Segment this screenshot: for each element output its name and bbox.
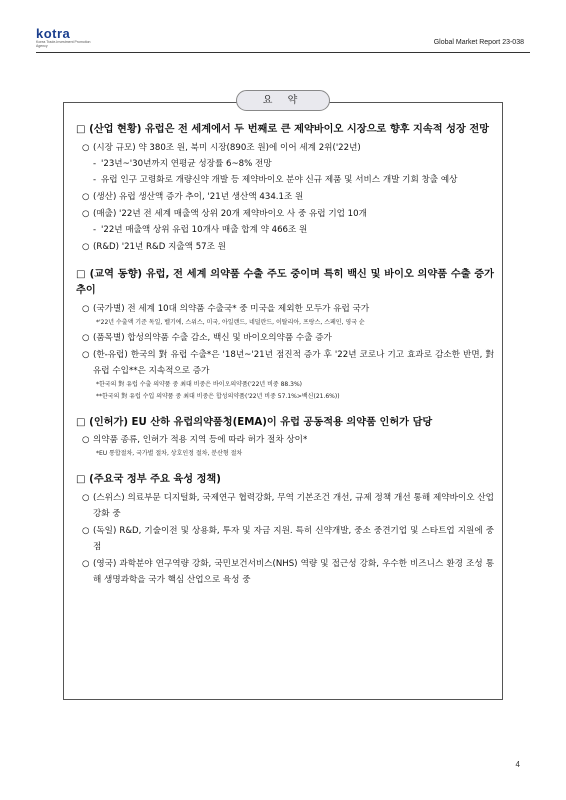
bullet-marker: ○ [82,241,90,252]
bullet-text: (시장 규모) 약 380조 원, 북미 시장(890조 원)에 이어 세계 2위('22년) [93,142,361,153]
bullet-item [76,432,494,448]
logo-subtitle: Korea Trade-Investment Promotion Agency [36,40,91,48]
section-heading [76,472,494,489]
sub-bullet-item [76,172,494,188]
section-heading [76,122,494,139]
logo-wordmark: kotra [36,26,71,41]
section-gap [76,403,494,415]
bullet-marker: ○ [82,191,90,202]
bullet-item [76,140,494,156]
bullet-item [76,330,494,346]
section-gap [76,460,494,472]
bullet-marker: - [93,158,97,169]
page-number: 4 [515,760,520,769]
bullet-text: (독일) R&D, 기술이전 및 상용화, 투자 및 자금 지원. 특히 신약개발, 중소 중견기업 및 스타트업 지원에 중점 [93,525,494,552]
bullet-text: (품목별) 합성의약품 수출 감소, 백신 및 바이오의약품 수출 증가 [93,332,332,343]
bullet-marker: - [93,224,97,235]
bullet-text: (한-유럽) 한국의 對 유럽 수출*은 '18년~'21년 점진적 증가 후 '22년 코로나 기고 효과로 감소한 반면, 對 유럽 수입**은 지속적으로 증가 [93,349,494,376]
bullet-item [76,189,494,205]
bullet-text: (영국) 과학분야 연구역량 강화, 국민보건서비스(NHS) 역량 및 접근성 강화, 우수한 비즈니스 환경 조성 통해 생명과학을 국가 핵심 산업으로 육성 중 [93,558,494,585]
bullet-text: (매출) '22년 전 세계 매출액 상위 20개 제약바이오 사 중 유럽 기업 10개 [93,208,367,219]
bullet-text: (스위스) 의료부문 디지털화, 국제연구 협력강화, 무역 기본조건 개선, 규제 정책 개선 통해 제약바이오 산업 강화 중 [93,492,494,519]
footnote: **한국의 對 유럽 수입 의약품 중 최대 비중은 합성의약품('22년 비중 57.1%>백신(21.6%)) [96,392,340,400]
sub-bullet-item [76,156,494,172]
section-heading [76,415,494,432]
section-heading-text: □ (교역 동향) 유럽, 전 세계 의약품 수출 주도 중이며 특히 백신 및 바이오 의약품 수출 증가 추이 [76,268,494,296]
bullet-text: (R&D) '21년 R&D 지출액 57조 원 [93,241,226,252]
sub-bullet-item [76,222,494,238]
bullet-item [76,301,494,317]
section-heading [76,267,494,300]
section-gap [76,255,494,267]
bullet-marker: ○ [82,558,90,569]
summary-title-tab: 요 약 [236,90,330,111]
bullet-marker: ○ [82,142,90,153]
summary-content [76,122,494,588]
bullet-item [76,239,494,255]
page-header [0,0,566,60]
bullet-item [76,523,494,555]
bullet-item [76,490,494,522]
footnote: *EU 통합절차, 국가별 절차, 상호인정 절차, 분산형 절차 [96,450,243,457]
section-heading-text: □ (인허가) EU 산하 유럽의약품청(EMA)이 유럽 공동적용 의약품 인허가 담당 [76,416,433,428]
bullet-marker: ○ [82,435,90,445]
section-heading-text: □ (주요국 정부 주요 육성 정책) [76,474,221,485]
report-title: Global Market Report 23-038 [433,39,524,46]
bullet-text: 의약품 종류, 인허가 적용 지역 등에 따라 허가 절차 상이* [93,435,308,445]
bullet-marker: ○ [82,208,90,219]
footnote: *'22년 수출액 기준 독일, 벨기에, 스위스, 미국, 아일랜드, 네덜란드, 이탈리아, 프랑스, 스페인, 영국 순 [96,318,365,326]
bullet-item [76,206,494,222]
kotra-logo [36,28,96,48]
bullet-marker: ○ [82,303,90,314]
bullet-marker: - [93,174,97,185]
bullet-text: 유럽 인구 고령화로 개량신약 개발 등 제약바이오 분야 신규 제품 및 서비스 개발 기회 창출 예상 [101,174,458,185]
section-heading-text: □ (산업 현황) 유럽은 전 세계에서 두 번째로 큰 제약바이오 시장으로 향후 지속적 성장 전망 [76,124,490,135]
header-divider [36,52,530,53]
bullet-marker: ○ [82,492,90,503]
bullet-text: (생산) 유럽 생산액 증가 추이, '21년 생산액 434.1조 원 [93,191,304,202]
bullet-item [76,556,494,588]
bullet-text: '23년~'30년까지 연평균 성장률 6~8% 전망 [101,158,272,169]
bullet-marker: ○ [82,349,90,360]
footnote: *한국의 對 유럽 수출 의약품 중 최대 비중은 바이오의약품('22년 비중 88.3%) [96,380,302,388]
bullet-marker: ○ [82,332,90,343]
bullet-text: '22년 매출액 상위 유럽 10개사 매출 합계 약 466조 원 [101,224,308,235]
bullet-item [76,347,494,379]
bullet-text: (국가별) 전 세계 10대 의약품 수출국* 중 미국을 제외한 모두가 유럽 국가 [93,303,370,314]
bullet-marker: ○ [82,525,90,536]
